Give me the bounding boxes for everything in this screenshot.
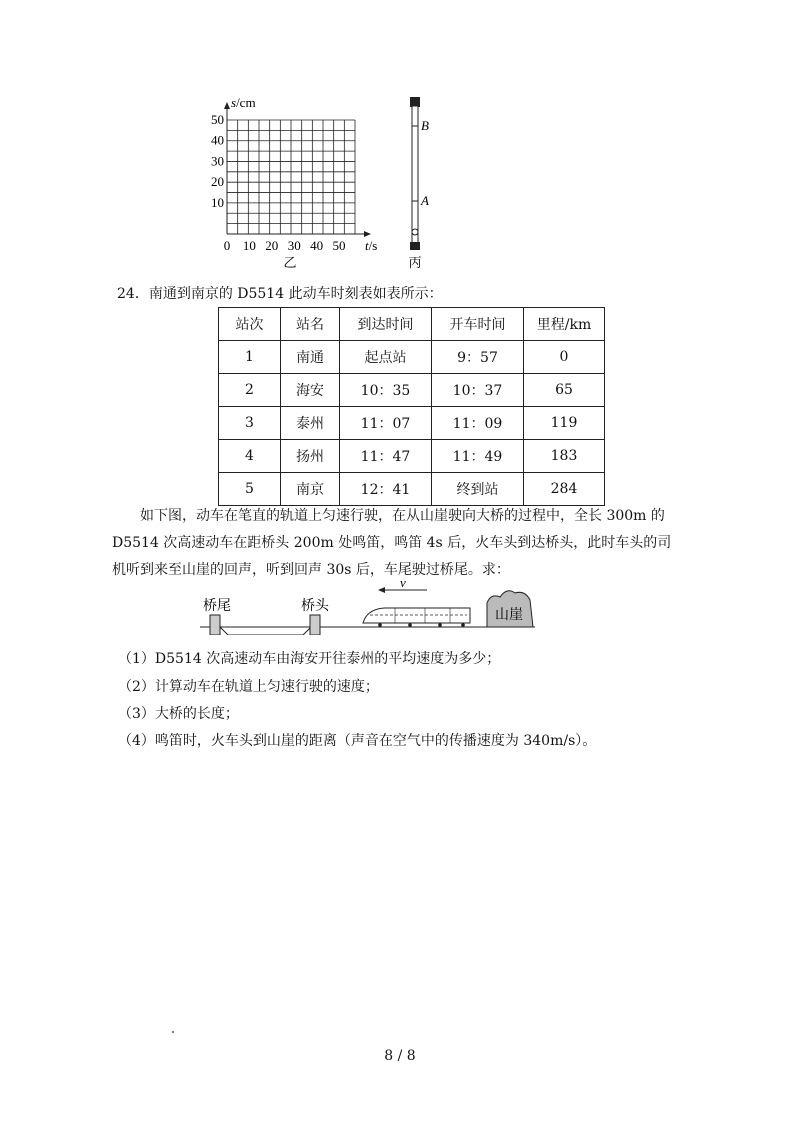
x-tick-label: 50 bbox=[332, 238, 346, 253]
table-cell: 183 bbox=[524, 440, 605, 473]
table-cell: 3 bbox=[219, 407, 281, 440]
table-cell: 10：35 bbox=[340, 374, 432, 407]
table-cell: 10：37 bbox=[432, 374, 524, 407]
table-row bbox=[219, 374, 605, 407]
table-cell: 11：09 bbox=[432, 407, 524, 440]
table-cell: 2 bbox=[219, 374, 281, 407]
problem-paragraph: 如下图，动车在笔直的轨道上匀速行驶，在从山崖驶向大桥的过程中，全长 300m 的 D5514 次高速动车在距桥头 200m 处鸣笛，鸣笛 4s 后，火车头到达桥头，此时车头的司机听到来至山崖的回声，听到回声 30s 后，车尾驶过桥尾。求： bbox=[112, 508, 672, 578]
table-cell: 南京 bbox=[281, 473, 340, 506]
figure-bing-caption: 丙 bbox=[408, 256, 422, 271]
velocity-arrowhead-icon bbox=[378, 587, 385, 593]
x-tick-label: 30 bbox=[287, 238, 301, 253]
table-row bbox=[219, 473, 605, 506]
header-arrival: 到达时间 bbox=[340, 308, 432, 341]
header-departure: 开车时间 bbox=[432, 308, 524, 341]
table-cell: 65 bbox=[524, 374, 605, 407]
table-cell: 南通 bbox=[281, 341, 340, 374]
x-tick-label: 10 bbox=[242, 238, 256, 253]
header-station-name: 站名 bbox=[281, 308, 340, 341]
y-axis-arrow-icon bbox=[224, 102, 230, 109]
tube-body bbox=[412, 106, 418, 244]
table-cell: 1 bbox=[219, 341, 281, 374]
y-tick-label: 50 bbox=[211, 112, 224, 127]
y-tick-label: 20 bbox=[211, 174, 224, 190]
x-tick-label: 0 bbox=[223, 238, 231, 253]
table-cell: 海安 bbox=[281, 374, 340, 407]
question-3: （3）大桥的长度； bbox=[118, 706, 239, 722]
header-station-no: 站次 bbox=[219, 308, 281, 341]
figure-bing-tube bbox=[395, 92, 445, 272]
table-cell: 5 bbox=[219, 473, 281, 506]
table-cell: 12：41 bbox=[340, 473, 432, 506]
table-cell: 284 bbox=[524, 473, 605, 506]
y-tick-label: 10 bbox=[211, 194, 224, 210]
x-tick-labels bbox=[224, 238, 346, 253]
x-tick-label: 20 bbox=[265, 238, 279, 253]
table-cell: 11：07 bbox=[340, 407, 432, 440]
header-mileage: 里程/km bbox=[524, 308, 605, 341]
stray-dot bbox=[172, 1031, 174, 1033]
train-icon bbox=[363, 608, 470, 627]
question-1: （1）D5514 次高速动车由海安开往泰州的平均速度为多少； bbox=[118, 651, 501, 667]
table-cell: 扬州 bbox=[281, 440, 340, 473]
velocity-label: v bbox=[400, 575, 406, 590]
question-2: （2）计算动车在轨道上匀速行驶的速度； bbox=[118, 679, 379, 695]
cliff-label: 山崖 bbox=[495, 607, 523, 623]
y-tick-labels bbox=[211, 112, 224, 210]
bridge-head-label: 桥头 bbox=[301, 598, 329, 614]
problem-title: 24．南通到南京的 D5514 此动车时刻表如表所示： bbox=[117, 286, 443, 302]
y-tick-label: 30 bbox=[211, 153, 224, 169]
figure-yi-caption: 乙 bbox=[283, 256, 297, 271]
table-row bbox=[219, 341, 605, 374]
table-cell: 11：49 bbox=[432, 440, 524, 473]
table-row bbox=[219, 407, 605, 440]
table-cell: 119 bbox=[524, 407, 605, 440]
table-cell: 起点站 bbox=[340, 341, 432, 374]
table-cell: 终到站 bbox=[432, 473, 524, 506]
timetable bbox=[218, 307, 605, 506]
table-cell: 泰州 bbox=[281, 407, 340, 440]
x-tick-label: 40 bbox=[310, 238, 324, 253]
bridge-tail-support bbox=[220, 627, 311, 635]
grid-lines bbox=[227, 120, 355, 234]
bridge-head-pier bbox=[310, 615, 320, 635]
figure-yi-grid-chart bbox=[205, 92, 380, 272]
x-axis-arrow-icon bbox=[364, 231, 371, 237]
tube-bottom-cap bbox=[410, 242, 420, 250]
table-cell: 9：57 bbox=[432, 341, 524, 374]
x-axis-label: t/s bbox=[365, 238, 378, 253]
table-cell: 4 bbox=[219, 440, 281, 473]
table-row bbox=[219, 440, 605, 473]
y-tick-label: 40 bbox=[211, 132, 224, 148]
question-4: （4）鸣笛时，火车头到山崖的距离（声音在空气中的传播速度为 340m/s）。 bbox=[118, 733, 597, 749]
bridge-tail-label: 桥尾 bbox=[203, 598, 231, 614]
bubble-icon bbox=[412, 229, 418, 235]
label-b: B bbox=[421, 118, 429, 133]
y-axis-label: s/cm bbox=[231, 95, 256, 110]
table-header-row bbox=[219, 308, 605, 341]
table-cell: 0 bbox=[524, 341, 605, 374]
page-number: 8 / 8 bbox=[384, 1048, 416, 1064]
bridge-train-scene bbox=[195, 575, 545, 635]
label-a: A bbox=[421, 193, 429, 208]
table-cell: 11：47 bbox=[340, 440, 432, 473]
bridge-tail-pier bbox=[210, 615, 220, 635]
